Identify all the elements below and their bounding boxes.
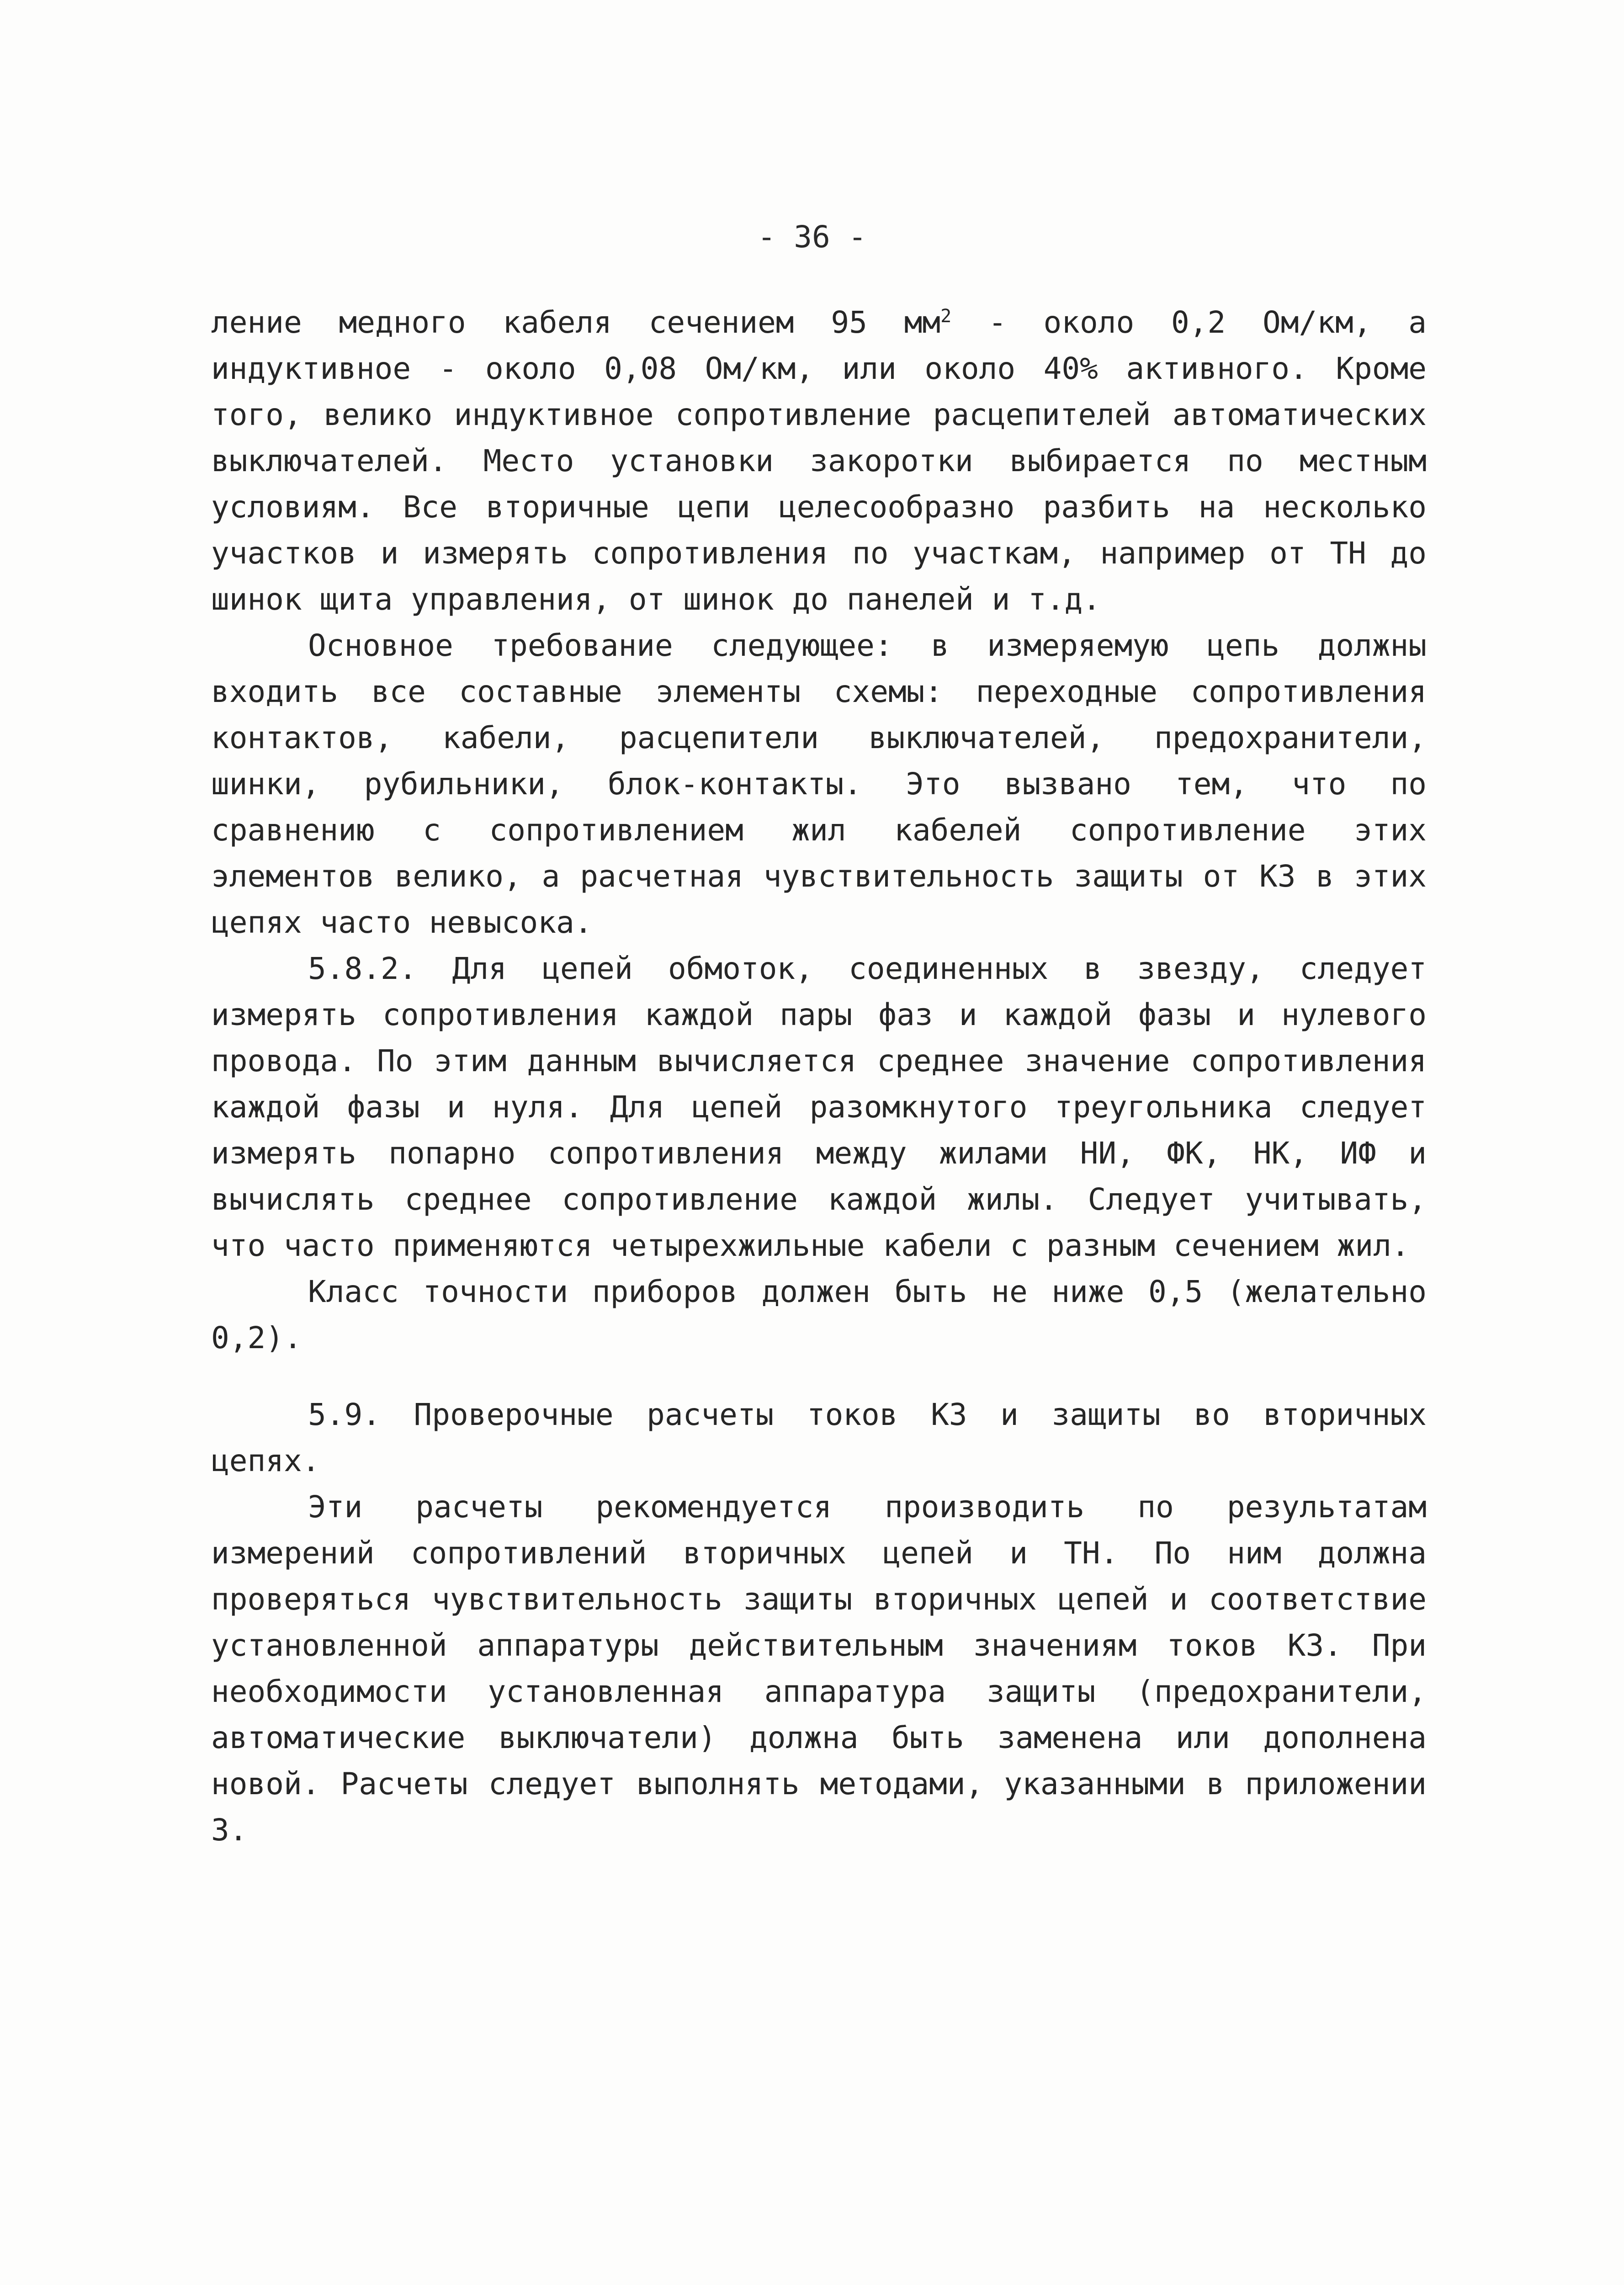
paragraph-section-5-8-2: 5.8.2. Для цепей обмоток, соединенных в звезду, следует измерять сопротивления каждой пары фаз и каждой фазы и нулевого провода. По этим данным вычисляется среднее значение сопротивления каждой фазы и нуля. Для цепей разомкнутого треугольника следует измерять попарно сопротивления между жилами НИ, ФК, НК, ИФ и вычислять среднее сопротивление каждой жилы. Следует учитывать, что часто применяются четырехжильные кабели с разным сечением жил. (211, 951, 1427, 1263)
page-number: - 36 - (757, 219, 867, 255)
paragraph-continuation (211, 299, 1427, 622)
paragraph-text-part: ление медного кабеля сечением 95 мм (211, 305, 941, 340)
document-body (211, 299, 1427, 1853)
paragraph-text-part: - около 0,2 Ом/км, а индуктивное - около 0,08 Ом/км, или около 40% активного. Кроме того, велико индуктивное сопротивление расцепителей автоматических выключателей. Место установки закоротки выбирается по местным условиям. Все вторичные цепи целесообразно разбить на несколько участков и измерять сопротивления по участкам, например от ТН до шинок щита управления, от шинок до панелей и т.д. (211, 305, 1427, 617)
paragraph-accuracy-class: Класс точности приборов должен быть не ниже 0,5 (желательно 0,2). (211, 1274, 1427, 1355)
superscript-exponent: 2 (940, 306, 952, 327)
paragraph-calculations: Эти расчеты рекомендуется производить по результатам измерений сопротивлений вторичных цепей и ТН. По ним должна проверяться чувствительность защиты вторичных цепей и соответствие установленной аппаратуры действительным значениям токов КЗ. При необходимости установленная аппаратура защиты (предохранители, автоматические выключатели) должна быть заменена или дополнена новой. Расчеты следует выполнять методами, указанными в приложении 3. (211, 1489, 1427, 1848)
section-heading-5-9: 5.9. Проверочные расчеты токов КЗ и защиты во вторичных цепях. (211, 1397, 1427, 1478)
paragraph-main-requirement: Основное требование следующее: в измеряемую цепь должны входить все составные элементы схемы: переходные сопротивления контактов, кабели, расцепители выключателей, предохранители, шинки, рубильники, блок-контакты. Это вызвано тем, что по сравнению с сопротивлением жил кабелей сопротивление этих элементов велико, а расчетная чувствительность защиты от КЗ в этих цепях часто невысока. (211, 628, 1427, 940)
